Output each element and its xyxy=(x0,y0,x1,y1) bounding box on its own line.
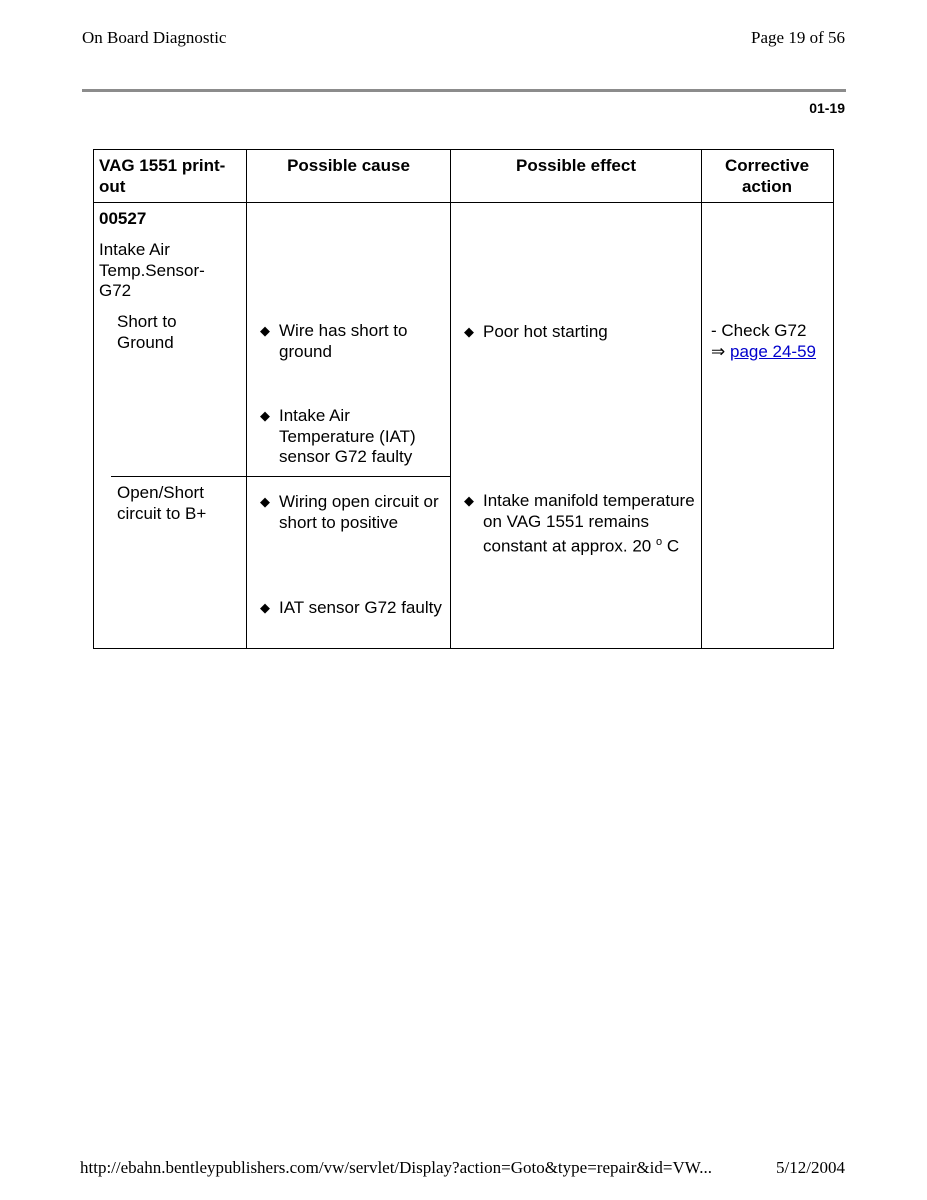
column-header-action: Corrective action xyxy=(724,156,810,196)
table-border-right xyxy=(833,149,834,649)
column-divider-1 xyxy=(246,149,247,649)
column-header-effect: Possible effect xyxy=(516,156,636,175)
arrow-icon: ⇒ xyxy=(711,341,726,361)
effect-item: Intake manifold temperature on VAG 1551 remains constant at approx. 20 $^o$ C xyxy=(483,491,695,556)
fault-name: Intake Air Temp.Sensor-G72 xyxy=(99,240,205,300)
cause-item: Wire has short to ground xyxy=(279,321,408,361)
document-title: On Board Diagnostic xyxy=(82,28,227,47)
column-header-cause: Possible cause xyxy=(287,156,410,175)
cause-item: Intake Air Temperature (IAT) sensor G72 faulty xyxy=(279,406,416,466)
header-row-divider xyxy=(93,202,834,203)
action-text: - Check G72 xyxy=(711,321,807,340)
header-divider xyxy=(82,89,846,92)
page-link[interactable]: page 24-59 xyxy=(729,341,817,361)
cause-item: IAT sensor G72 faulty xyxy=(279,598,442,617)
section-number: 01-19 xyxy=(809,100,845,116)
column-divider-2 xyxy=(450,149,451,649)
degree-sign: o xyxy=(655,536,663,548)
footer-date: 5/12/2004 xyxy=(776,1158,845,1177)
table-border-top xyxy=(93,149,834,150)
column-header-printout: VAG 1551 print-out xyxy=(99,156,226,196)
bullet-icon: ◆ xyxy=(260,323,270,338)
corrective-action xyxy=(711,321,829,362)
fault-code: 00527 xyxy=(99,209,147,228)
bullet-icon: ◆ xyxy=(260,600,270,615)
condition-label: Short to Ground xyxy=(117,312,177,352)
effect-item: Poor hot starting xyxy=(483,322,608,341)
table-border-left xyxy=(93,149,94,649)
bullet-icon: ◆ xyxy=(464,324,474,339)
bullet-icon: ◆ xyxy=(260,408,270,423)
bullet-icon: ◆ xyxy=(260,494,270,509)
bullet-icon: ◆ xyxy=(464,493,474,508)
table-border-bottom xyxy=(93,648,834,649)
column-divider-3 xyxy=(701,149,702,649)
diagnostic-table xyxy=(93,149,834,649)
cause-item: Wiring open circuit or short to positive xyxy=(279,492,439,532)
footer-url: http://ebahn.bentleypublishers.com/vw/servlet/Display?action=Goto&type=repair&id=VW... xyxy=(80,1158,712,1177)
condition-divider xyxy=(111,476,451,477)
condition-label: Open/Short circuit to B+ xyxy=(117,483,207,523)
page-number: Page 19 of 56 xyxy=(751,28,845,47)
